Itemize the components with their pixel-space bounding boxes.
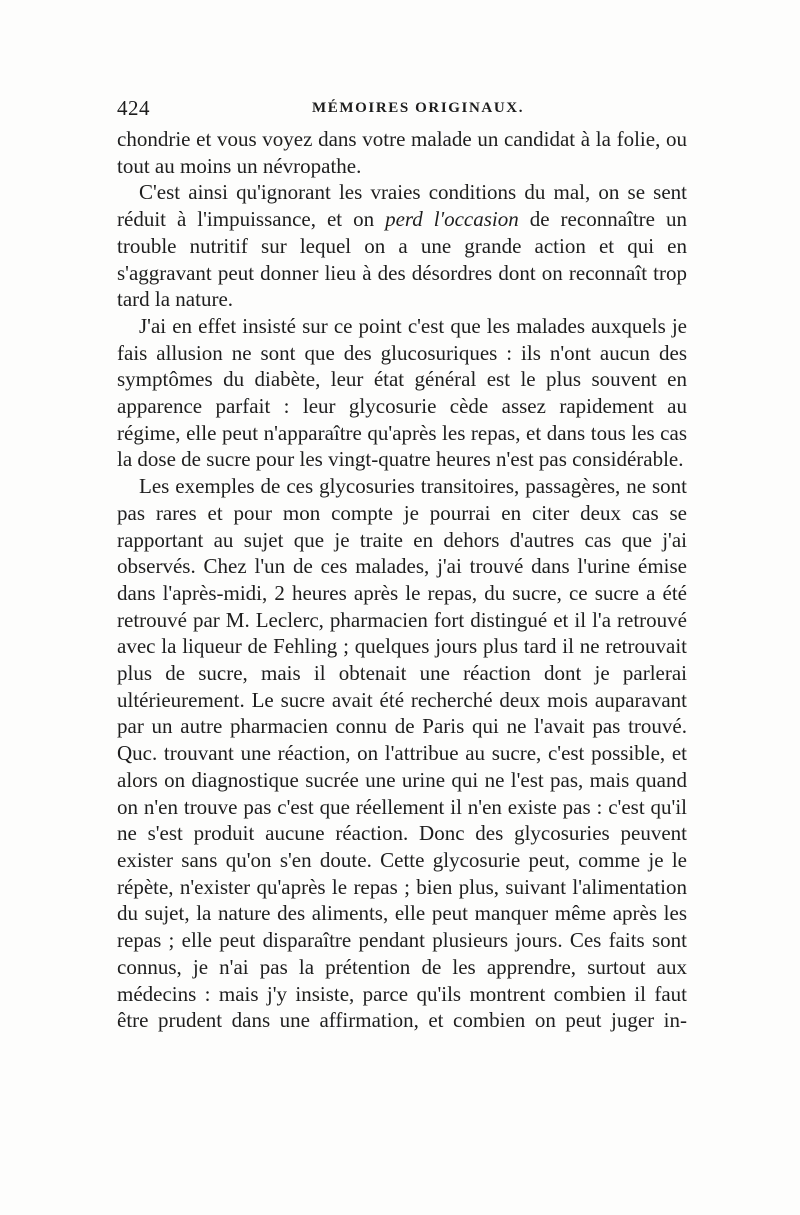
body-text: [117, 126, 687, 1034]
running-head: MÉMOIRES ORIGINAUX.: [312, 100, 525, 116]
paragraph-continuation: [117, 126, 687, 179]
paragraph-text: J'ai en effet insisté sur ce point c'est que les malades auxquels je fais allusion ne sont que des glucosuriques : ils n'ont aucun des symptômes du diabète, leur état général est le plus souvent en apparence parfait : leur glycosurie cède assez rapidement au régime, elle peut n'apparaître qu'après les repas, et dans tous les cas la dose de sucre pour les vingt-quatre heures n'est pas considérable.: [117, 313, 687, 472]
italic-phrase: perd l'occasion: [385, 207, 519, 232]
paragraph-text: de reconnaître un trouble nutritif sur lequel on a une grande action et qui en s'aggravant peut donner lieu à des désordres dont on reconnaît trop tard la nature.: [117, 207, 687, 312]
paragraph-text: Les exemples de ces glycosuries transitoires, passagères, ne sont pas rares et pour mon compte je pourrai en citer deux cas se rapportant au sujet que je traite en dehors d'autres cas que j'ai observés. Chez l'un de ces malades, j'ai trouvé dans l'urine émise dans l'après-midi, 2 heures après le repas, du sucre, ce sucre a été retrouvé par M. Leclerc, pharmacien fort distingué et il l'a retrouvé avec la liqueur de Fehling ; quelques jours plus tard il ne retrouvait plus de sucre, mais il obtenait une réaction dont je parlerai ultérieurement. Le sucre avait été recherché deux mois auparavant par un autre pharmacien connu de Paris qui ne l'avait pas trouvé. Quc. trouvant une réaction, on l'attribue au sucre, c'est possible, et alors on diagnostique sucrée une urine qui ne l'est pas, mais quand on n'en trouve pas c'est que réellement il n'en existe pas : c'est qu'il ne s'est produit aucune réaction. Donc des glycosuries peuvent exister sans qu'on s'en doute. Cette glycosurie peut, comme je le répète, n'exister qu'après le repas ; bien plus, suivant l'alimentation du sujet, la nature des aliments, elle peut manquer même après les repas ; elle peut disparaître pendant plusieurs jours. Ces faits sont connus, je n'ai pas la prétention de les apprendre, surtout aux médecins : mais j'y insiste, parce qu'ils montrent combien il faut être prudent dans une affirmation, et combien on peut juger in-: [117, 474, 687, 1033]
paragraph-text: C'est ainsi qu'ignorant les vraies conditions du mal, on se sent réduit à l'impuissance, et on: [117, 180, 687, 232]
paragraph: [117, 179, 687, 313]
page-header: [117, 96, 687, 124]
paragraph: [117, 473, 687, 1034]
page-number: 424: [117, 96, 150, 120]
paragraph: [117, 313, 687, 473]
paragraph-text: chondrie et vous voyez dans votre malade un candidat à la folie, ou tout au moins un névropathe.: [117, 127, 687, 178]
